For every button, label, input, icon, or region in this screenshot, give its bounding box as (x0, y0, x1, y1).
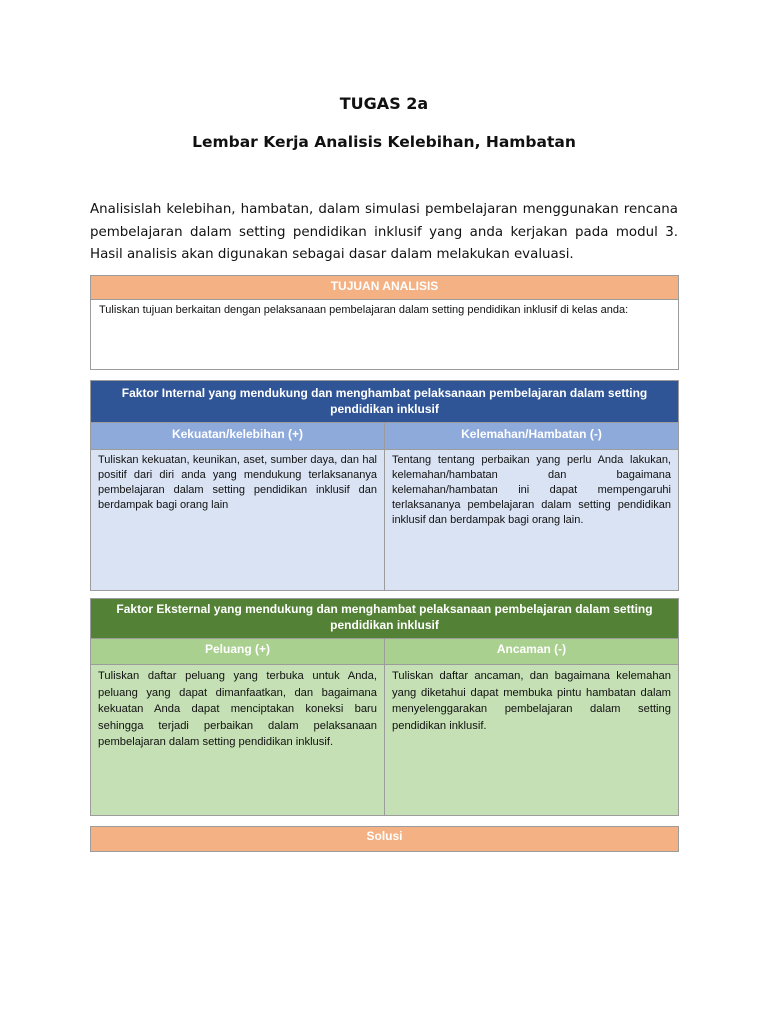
ancaman-cell[interactable]: Tuliskan daftar ancaman, dan bagaimana kelemahan yang diketahui dapat membuka pintu hambatan dalam menyelenggarakan pembelajaran dalam setting pendidikan inklusif. (384, 665, 678, 815)
intro-paragraph: Analisislah kelebihan, hambatan, dalam simulasi pembelajaran menggunakan rencana pembelajaran dalam setting pendidikan inklusif yang anda kerjakan pada modul 3. Hasil analisis akan digunakan sebagai dasar dalam melakukan evaluasi. (90, 202, 678, 262)
faktor-internal-table (90, 380, 679, 591)
solusi-table (90, 826, 679, 852)
faktor-eksternal-table (90, 598, 679, 816)
tujuan-analisis-body[interactable]: Tuliskan tujuan berkaitan dengan pelaksanaan pembelajaran dalam setting pendidikan inklusif di kelas anda: (91, 300, 678, 369)
solusi-header: Solusi (91, 827, 678, 851)
document-title: TUGAS 2a (339, 94, 429, 113)
peluang-header: Peluang (+) (204, 642, 270, 656)
kelemahan-header: Kelemahan/Hambatan (-) (384, 423, 678, 449)
faktor-eksternal-header: Faktor Eksternal yang mendukung dan menghambat pelaksanaan pembelajaran dalam setting pendidikan inklusif (91, 599, 678, 639)
kekuatan-header: Kekuatan/kelebihan (+) (171, 427, 304, 441)
tujuan-analisis-table (90, 275, 679, 370)
faktor-internal-content (91, 450, 678, 590)
kekuatan-cell[interactable]: Tuliskan kekuatan, keunikan, aset, sumber daya, dan hal positif dari diri anda yang mendukung terlaksananya pembelajaran dalam setting pendidikan inklusif dan berdampak bagi orang lain (98, 454, 377, 511)
faktor-internal-column-headers (91, 423, 678, 450)
tujuan-analisis-header: TUJUAN ANALISIS (91, 276, 678, 300)
faktor-eksternal-content (91, 665, 678, 815)
ancaman-header: Ancaman (-) (384, 639, 678, 664)
kelemahan-cell[interactable]: Tentang tentang perbaikan yang perlu Anda lakukan, kelemahan/hambatan dan bagaimana kelemahan/hambatan ini dapat mempengaruhi terlaksananya pembelajaran dalam setting pendidikan inklusif dan berdampak bagi orang lain. (384, 450, 678, 590)
peluang-cell[interactable]: Tuliskan daftar peluang yang terbuka untuk Anda, peluang yang dapat dimanfaatkan, dan bagaimana kekuatan Anda dapat menciptakan koneksi baru sehingga terjadi perbaikan dalam pelaksanaan pembelajaran dalam setting pendidikan inklusif. (98, 670, 377, 748)
faktor-internal-header: Faktor Internal yang mendukung dan menghambat pelaksanaan pembelajaran dalam setting pendidikan inklusif (91, 381, 678, 423)
faktor-eksternal-column-headers (91, 639, 678, 665)
document-subtitle: Lembar Kerja Analisis Kelebihan, Hambatan (192, 133, 576, 151)
